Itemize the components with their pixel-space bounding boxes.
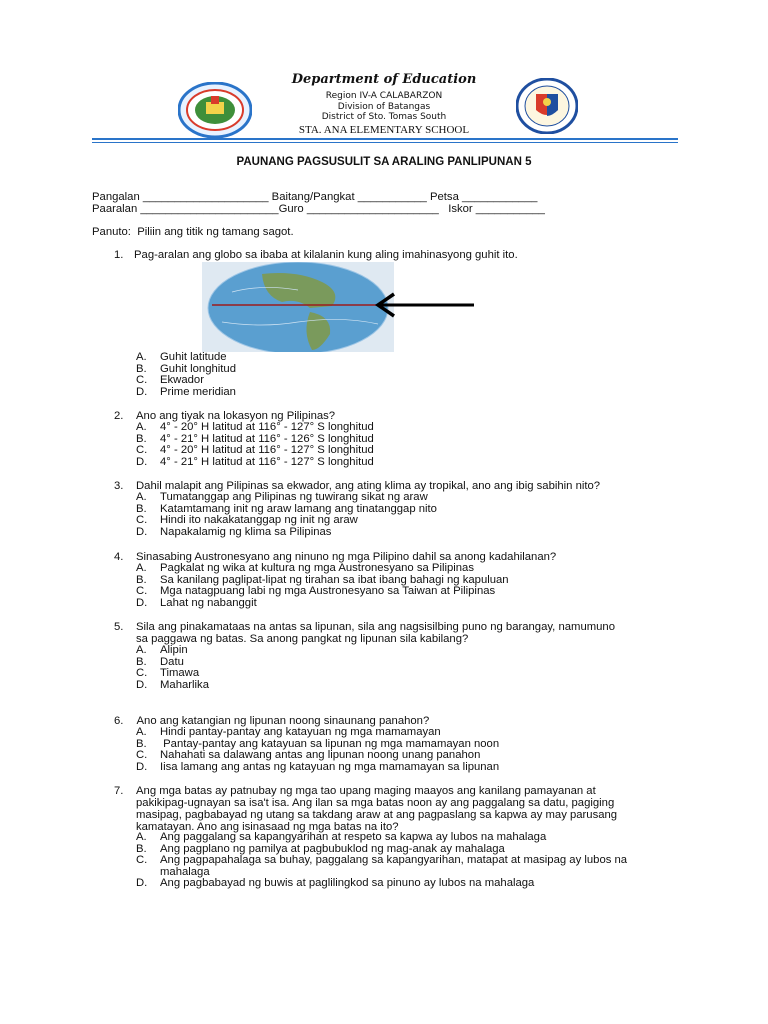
question-text: Ang mga batas ay patnubay ng mga tao upang maging maayos ang kanilang pamayanan at — [136, 785, 596, 797]
question-text: sa paggawa ng batas. Sa anong pangkat ng lipunan sila kabilang? — [136, 633, 469, 645]
department-title: Department of Education — [291, 72, 477, 87]
question-text: Pag-aralan ang globo sa ibaba at kilalanin kung aling imahinasyong guhit ito. — [134, 249, 518, 261]
option: D. 4° - 21° H latitud at 116° - 127° S longhitud — [136, 455, 374, 468]
region-line: Region IV-A CALABARZON — [325, 91, 443, 101]
option: B. Katamtamang init ng araw lamang ang tinatanggap nito — [136, 502, 437, 515]
student-info-line-2: Paaralan ______________________Guro _____________________ Iskor ___________ — [92, 203, 545, 215]
question-text: Dahil malapit ang Pilipinas sa ekwador, ang ating klima ay tropikal, ano ang ibig sabihin nito? — [136, 480, 601, 492]
option: B. 4° - 21° H latitud at 116° - 126° S longhitud — [136, 432, 374, 445]
option: C. 4° - 20° H latitud at 116° - 127° S longhitud — [136, 444, 374, 457]
globe-image — [202, 262, 394, 352]
option-list — [136, 645, 209, 691]
arrow-icon — [372, 292, 478, 322]
option: A. Ang paggalang sa kapangyarihan at respeto sa kapwa ay lubos na mahalaga — [136, 831, 547, 843]
option: D. Napakalamig ng klima sa Pilipinas — [136, 525, 332, 538]
option: B. Pantay-pantay ang katayuan sa lipunan ng mga mamamayan noon — [136, 737, 500, 750]
question-text: pakikipag-ugnayan sa isa't isa. Ang ilan sa mga batas noon ay ang paggalang sa datu, pagiging — [136, 797, 615, 809]
option: C. Mga natagpuang labi ng mga Austronesyano sa Taiwan at Pilipinas — [136, 585, 496, 598]
option: C. Nahahati sa dalawang antas ang lipunan noong unang panahon — [136, 749, 481, 762]
option: B. Guhit longhitud — [136, 362, 236, 375]
header-rule-thin — [92, 142, 678, 143]
option: A. 4° - 20° H latitud at 116° - 127° S longhitud — [136, 421, 374, 433]
question-number: 1. — [114, 249, 124, 261]
question-text: Ano ang tiyak na lokasyon ng Pilipinas? — [136, 410, 336, 422]
option: D. Lahat ng nabanggit — [136, 596, 257, 609]
division-line: Division of Batangas — [337, 102, 431, 112]
option: mahalaga — [160, 865, 210, 878]
option: A. Tumatanggap ang Pilipinas ng tuwirang sikat ng araw — [136, 491, 428, 503]
option: C. Ekwador — [136, 374, 204, 387]
option: B. Sa kanilang paglipat-lipat ng tirahan sa ibat ibang bahagi ng kapuluan — [136, 573, 509, 586]
option: A. Guhit latitude — [136, 351, 227, 363]
question-number: 6. — [114, 715, 124, 727]
instructions: Panuto: Piliin ang titik ng tamang sagot. — [92, 226, 294, 238]
option: A. Pagkalat ng wika at kultura ng mga Austronesyano sa Pilipinas — [136, 562, 474, 574]
header-rule — [92, 138, 678, 140]
option-list — [136, 352, 236, 398]
option-list — [136, 727, 499, 773]
option: C. Timawa — [136, 667, 200, 680]
option: A. Hindi pantay-pantay ang katayuan ng mga mamamayan — [136, 726, 441, 738]
school-name: STA. ANA ELEMENTARY SCHOOL — [298, 124, 470, 136]
question-number: 3. — [114, 480, 124, 492]
option-list — [136, 492, 437, 538]
option: C. Hindi ito nakakatanggap ng init ng araw — [136, 514, 358, 527]
question-text: Sila ang pinakamataas na antas sa lipunan, sila ang nagsisilbing puno ng barangay, namumuno — [136, 621, 615, 633]
question-number: 5. — [114, 621, 124, 633]
option: C. Ang pagpapahalaga sa buhay, paggalang sa kapangyarihan, matapat at masipag ay lubos na — [136, 854, 628, 867]
district-line: District of Sto. Tomas South — [321, 112, 447, 122]
option-list — [136, 832, 627, 890]
option: D. Iisa lamang ang antas ng katayuan ng mga mamamayan sa lipunan — [136, 760, 500, 773]
question-text: masipag, pagbabayad ng utang sa takdang araw at ang pagpaslang sa kapwa ay may parusang — [136, 809, 618, 821]
question-number: 2. — [114, 410, 124, 422]
option: D. Prime meridian — [136, 385, 236, 398]
option: A. Alipin — [136, 644, 188, 656]
question-text: Sinasabing Austronesyano ang ninuno ng mga Pilipino dahil sa anong kadahilanan? — [136, 551, 557, 563]
option-list — [136, 563, 509, 609]
option: B. Ang pagplano ng pamilya at pagbubuklod ng mag-anak ay mahalaga — [136, 842, 505, 855]
student-info-line-1: Pangalan ____________________ Baitang/Pangkat ___________ Petsa ____________ — [92, 191, 538, 203]
option-list — [136, 422, 374, 468]
option: D. Maharlika — [136, 678, 209, 691]
option: B. Datu — [136, 655, 184, 668]
question-number: 7. — [114, 785, 124, 797]
question-number: 4. — [114, 551, 124, 563]
question-text: Ano ang katangian ng lipunan noong sinaunang panahon? — [134, 715, 430, 727]
question-text: kamatayan. Ano ang isinasaad ng mga batas na ito? — [136, 821, 399, 833]
test-title: PAUNANG PAGSUSULIT SA ARALING PANLIPUNAN 5 — [236, 156, 532, 168]
option: D. Ang pagbabayad ng buwis at paglilingkod sa pinuno ay lubos na mahalaga — [136, 877, 535, 890]
